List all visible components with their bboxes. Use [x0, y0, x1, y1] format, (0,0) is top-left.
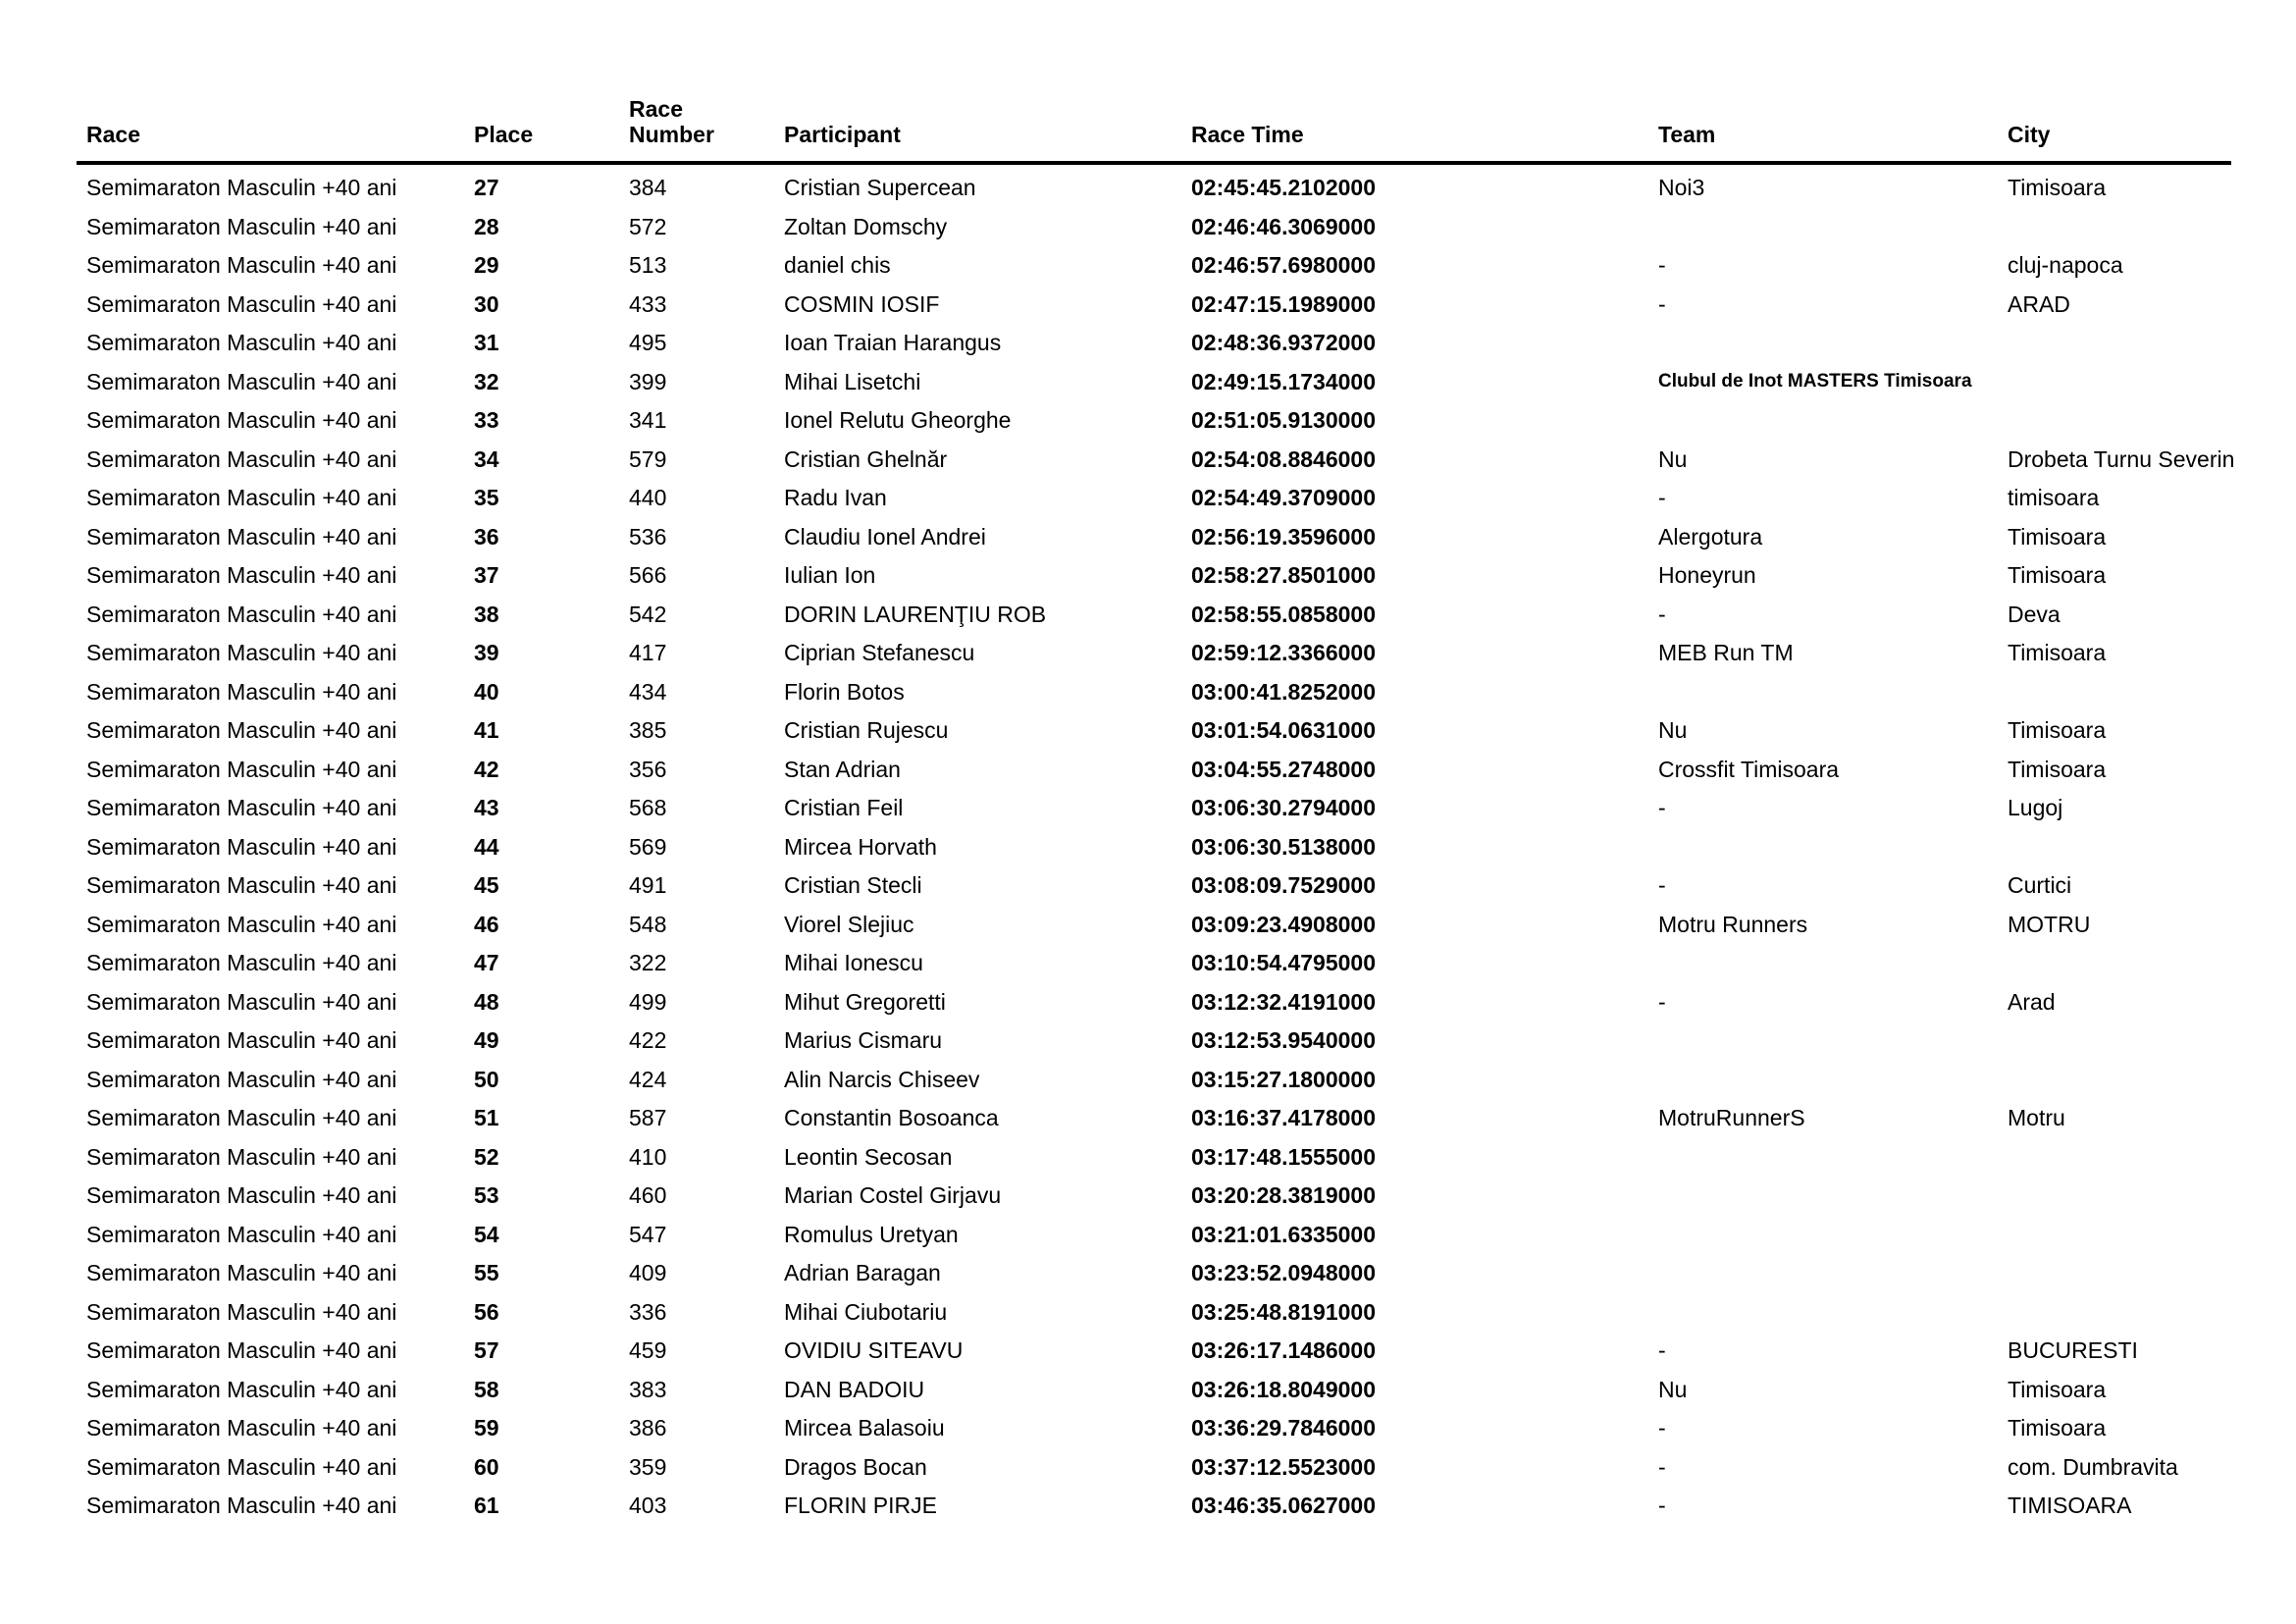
cell-city: TIMISOARA — [2008, 1493, 2132, 1519]
cell-team: Noi3 — [1658, 175, 1705, 201]
cell-race-time: 03:26:18.8049000 — [1191, 1376, 1376, 1402]
cell-team: Nu — [1658, 717, 1688, 744]
cell-city: Lugoj — [2008, 795, 2063, 821]
cell-team — [1648, 208, 1998, 247]
table-row — [77, 401, 2231, 441]
cell-team — [1648, 1177, 1998, 1216]
cell-place: 50 — [474, 1066, 499, 1092]
header-row — [77, 88, 2231, 163]
table-row — [77, 983, 2231, 1022]
table-row — [77, 1332, 2231, 1371]
cell-race: Semimaraton Masculin +40 ani — [86, 290, 397, 317]
cell-participant: Constantin Bosoanca — [784, 1105, 999, 1131]
cell-participant: Stan Adrian — [784, 756, 901, 782]
cell-city: BUCURESTI — [2008, 1337, 2138, 1364]
header-race-number: Race Number — [619, 88, 774, 163]
cell-race-time: 03:04:55.2748000 — [1191, 756, 1376, 782]
cell-participant: Ioan Traian Harangus — [784, 330, 1002, 356]
cell-race: Semimaraton Masculin +40 ani — [86, 368, 397, 394]
cell-race-number: 572 — [629, 213, 667, 239]
cell-city: Timisoara — [2008, 523, 2107, 550]
cell-team: - — [1658, 1453, 1666, 1480]
cell-place: 55 — [474, 1260, 499, 1286]
cell-race: Semimaraton Masculin +40 ani — [86, 1066, 397, 1092]
cell-place: 44 — [474, 833, 499, 860]
cell-race-time: 03:12:53.9540000 — [1191, 1027, 1376, 1054]
cell-race-number: 385 — [629, 717, 667, 744]
cell-race-time: 02:46:57.6980000 — [1191, 252, 1376, 279]
table-row — [77, 441, 2231, 480]
cell-participant: Mihai Ciubotariu — [784, 1298, 948, 1325]
cell-city — [1998, 1177, 2231, 1216]
table-row — [77, 479, 2231, 518]
cell-race: Semimaraton Masculin +40 ani — [86, 1221, 397, 1247]
cell-race: Semimaraton Masculin +40 ani — [86, 1376, 397, 1402]
cell-team — [1648, 1293, 1998, 1333]
cell-team: Motru Runners — [1658, 911, 1808, 937]
cell-city — [1998, 828, 2231, 867]
cell-team: - — [1658, 1493, 1666, 1519]
cell-city — [1998, 1061, 2231, 1100]
cell-place: 39 — [474, 640, 499, 666]
cell-team: MotruRunnerS — [1658, 1105, 1805, 1131]
cell-team: - — [1658, 601, 1666, 627]
cell-city: com. Dumbravita — [2008, 1453, 2178, 1480]
cell-team — [1648, 1216, 1998, 1255]
cell-team — [1648, 828, 1998, 867]
cell-race-number: 491 — [629, 872, 667, 899]
cell-race-time: 02:59:12.3366000 — [1191, 640, 1376, 666]
cell-place: 43 — [474, 795, 499, 821]
cell-participant: FLORIN PIRJE — [784, 1493, 937, 1519]
table-row — [77, 944, 2231, 983]
cell-race: Semimaraton Masculin +40 ani — [86, 1182, 397, 1209]
table-row — [77, 1487, 2231, 1526]
cell-race-time: 03:21:01.6335000 — [1191, 1221, 1376, 1247]
cell-race: Semimaraton Masculin +40 ani — [86, 523, 397, 550]
cell-place: 49 — [474, 1027, 499, 1054]
cell-race: Semimaraton Masculin +40 ani — [86, 175, 397, 201]
cell-place: 45 — [474, 872, 499, 899]
cell-city: ARAD — [2008, 290, 2070, 317]
cell-race: Semimaraton Masculin +40 ani — [86, 1493, 397, 1519]
table-row — [77, 866, 2231, 906]
cell-race-time: 03:37:12.5523000 — [1191, 1453, 1376, 1480]
table-row — [77, 163, 2231, 208]
cell-race-number: 356 — [629, 756, 667, 782]
cell-race: Semimaraton Masculin +40 ani — [86, 485, 397, 511]
results-table — [77, 88, 2235, 1526]
cell-participant: Alin Narcis Chiseev — [784, 1066, 980, 1092]
cell-city: Timisoara — [2008, 1376, 2107, 1402]
cell-participant: Florin Botos — [784, 678, 905, 705]
cell-place: 53 — [474, 1182, 499, 1209]
cell-participant: DORIN LAURENŢIU ROB — [784, 601, 1047, 627]
table-row — [77, 246, 2231, 286]
cell-race-number: 322 — [629, 950, 667, 976]
cell-race-number: 568 — [629, 795, 667, 821]
cell-race-time: 02:54:08.8846000 — [1191, 445, 1376, 472]
header-place: Place — [464, 88, 619, 163]
cell-participant: Romulus Uretyan — [784, 1221, 959, 1247]
cell-team: Alergotura — [1658, 523, 1763, 550]
cell-city: Timisoara — [2008, 1415, 2107, 1441]
cell-team — [1648, 324, 1998, 363]
cell-race: Semimaraton Masculin +40 ani — [86, 833, 397, 860]
table-header — [77, 88, 2231, 163]
cell-participant: Radu Ivan — [784, 485, 887, 511]
cell-place: 30 — [474, 290, 499, 317]
cell-race-number: 499 — [629, 988, 667, 1015]
cell-race-number: 383 — [629, 1376, 667, 1402]
cell-participant: Dragos Bocan — [784, 1453, 927, 1480]
cell-team: Honeyrun — [1658, 562, 1756, 589]
cell-race: Semimaraton Masculin +40 ani — [86, 756, 397, 782]
cell-city — [1998, 1022, 2231, 1061]
cell-race-number: 459 — [629, 1337, 667, 1364]
cell-city — [1998, 673, 2231, 712]
cell-place: 38 — [474, 601, 499, 627]
cell-team — [1648, 1138, 1998, 1178]
cell-team — [1648, 944, 1998, 983]
cell-participant: Marian Costel Girjavu — [784, 1182, 1002, 1209]
cell-race-number: 587 — [629, 1105, 667, 1131]
cell-race-number: 341 — [629, 407, 667, 434]
table-row — [77, 1061, 2231, 1100]
cell-team — [1648, 673, 1998, 712]
table-row — [77, 1099, 2231, 1138]
cell-city — [1998, 944, 2231, 983]
header-city: City — [1998, 88, 2231, 163]
cell-participant: Claudiu Ionel Andrei — [784, 523, 986, 550]
cell-race-time: 03:09:23.4908000 — [1191, 911, 1376, 937]
cell-participant: daniel chis — [784, 252, 891, 279]
cell-race-number: 547 — [629, 1221, 667, 1247]
cell-race: Semimaraton Masculin +40 ani — [86, 950, 397, 976]
cell-city — [1998, 363, 2231, 402]
cell-race-number: 433 — [629, 290, 667, 317]
cell-participant: Cristian Rujescu — [784, 717, 949, 744]
cell-race: Semimaraton Masculin +40 ani — [86, 1453, 397, 1480]
cell-participant: Zoltan Domschy — [784, 213, 948, 239]
cell-city: MOTRU — [2008, 911, 2091, 937]
cell-place: 37 — [474, 562, 499, 589]
cell-race: Semimaraton Masculin +40 ani — [86, 911, 397, 937]
header-participant: Participant — [774, 88, 1181, 163]
table-row — [77, 556, 2231, 596]
table-row — [77, 1409, 2231, 1448]
cell-race-time: 02:51:05.9130000 — [1191, 407, 1376, 434]
header-team: Team — [1648, 88, 1998, 163]
cell-race-time: 02:54:49.3709000 — [1191, 485, 1376, 511]
cell-race: Semimaraton Masculin +40 ani — [86, 1143, 397, 1170]
cell-race: Semimaraton Masculin +40 ani — [86, 330, 397, 356]
cell-place: 31 — [474, 330, 499, 356]
cell-place: 32 — [474, 368, 499, 394]
cell-race: Semimaraton Masculin +40 ani — [86, 445, 397, 472]
cell-race-number: 460 — [629, 1182, 667, 1209]
cell-race: Semimaraton Masculin +40 ani — [86, 213, 397, 239]
cell-race: Semimaraton Masculin +40 ani — [86, 252, 397, 279]
cell-race-number: 513 — [629, 252, 667, 279]
cell-race-number: 410 — [629, 1143, 667, 1170]
cell-place: 46 — [474, 911, 499, 937]
cell-city: Motru — [2008, 1105, 2065, 1131]
table-row — [77, 828, 2231, 867]
cell-race-number: 403 — [629, 1493, 667, 1519]
cell-team: Nu — [1658, 1376, 1688, 1402]
cell-race: Semimaraton Masculin +40 ani — [86, 601, 397, 627]
table-row — [77, 596, 2231, 635]
table-body — [77, 163, 2235, 1526]
cell-race-number: 542 — [629, 601, 667, 627]
header-race: Race — [77, 88, 464, 163]
cell-race-number: 434 — [629, 678, 667, 705]
table-row — [77, 1216, 2231, 1255]
table-row — [77, 518, 2231, 557]
table-row — [77, 1022, 2231, 1061]
cell-city: Arad — [2008, 988, 2056, 1015]
cell-race-time: 03:00:41.8252000 — [1191, 678, 1376, 705]
cell-participant: Leontin Secosan — [784, 1143, 953, 1170]
cell-race-number: 359 — [629, 1453, 667, 1480]
cell-race-number: 336 — [629, 1298, 667, 1325]
cell-race-number: 417 — [629, 640, 667, 666]
cell-team: - — [1658, 290, 1666, 317]
cell-race: Semimaraton Masculin +40 ani — [86, 717, 397, 744]
cell-race-number: 386 — [629, 1415, 667, 1441]
cell-race: Semimaraton Masculin +40 ani — [86, 1298, 397, 1325]
cell-team — [1648, 1022, 1998, 1061]
table-row — [77, 634, 2231, 673]
cell-city: Timisoara — [2008, 717, 2107, 744]
cell-participant: Mihai Lisetchi — [784, 368, 921, 394]
cell-participant: Cristian Stecli — [784, 872, 922, 899]
cell-race-time: 02:49:15.1734000 — [1191, 368, 1376, 394]
table-row — [77, 1177, 2231, 1216]
table-row — [77, 1138, 2231, 1178]
cell-city — [1998, 1254, 2231, 1293]
cell-participant: Ciprian Stefanescu — [784, 640, 975, 666]
table-row — [77, 1293, 2231, 1333]
cell-place: 56 — [474, 1298, 499, 1325]
cell-race: Semimaraton Masculin +40 ani — [86, 562, 397, 589]
cell-team: - — [1658, 872, 1666, 899]
cell-place: 61 — [474, 1493, 499, 1519]
cell-place: 51 — [474, 1105, 499, 1131]
cell-race-time: 02:48:36.9372000 — [1191, 330, 1376, 356]
cell-race: Semimaraton Masculin +40 ani — [86, 872, 397, 899]
table-row — [77, 1371, 2231, 1410]
cell-place: 36 — [474, 523, 499, 550]
cell-race-number: 384 — [629, 175, 667, 201]
cell-place: 27 — [474, 175, 499, 201]
cell-team: - — [1658, 988, 1666, 1015]
cell-race-time: 02:45:45.2102000 — [1191, 175, 1376, 201]
cell-race-number: 440 — [629, 485, 667, 511]
cell-participant: Marius Cismaru — [784, 1027, 943, 1054]
cell-team: Nu — [1658, 445, 1688, 472]
cell-team: - — [1658, 795, 1666, 821]
cell-city — [1998, 208, 2231, 247]
cell-city — [1998, 1138, 2231, 1178]
table-row — [77, 324, 2231, 363]
cell-city — [1998, 1293, 2231, 1333]
cell-race-time: 02:58:27.8501000 — [1191, 562, 1376, 589]
cell-place: 42 — [474, 756, 499, 782]
cell-participant: Mihai Ionescu — [784, 950, 923, 976]
cell-team: Clubul de Inot MASTERS Timisoara — [1658, 371, 1972, 393]
cell-place: 29 — [474, 252, 499, 279]
cell-race-number: 536 — [629, 523, 667, 550]
cell-place: 58 — [474, 1376, 499, 1402]
cell-city: cluj-napoca — [2008, 252, 2123, 279]
cell-place: 28 — [474, 213, 499, 239]
cell-race: Semimaraton Masculin +40 ani — [86, 678, 397, 705]
cell-city: timisoara — [2008, 485, 2100, 511]
header-race-time: Race Time — [1181, 88, 1648, 163]
cell-place: 52 — [474, 1143, 499, 1170]
cell-team: - — [1658, 1415, 1666, 1441]
cell-place: 33 — [474, 407, 499, 434]
cell-team — [1648, 1061, 1998, 1100]
cell-participant: Mihut Gregoretti — [784, 988, 946, 1015]
cell-race-time: 03:36:29.7846000 — [1191, 1415, 1376, 1441]
cell-city: Drobeta Turnu Severin — [2008, 445, 2235, 472]
cell-race-time: 03:26:17.1486000 — [1191, 1337, 1376, 1364]
table-row — [77, 286, 2231, 325]
cell-city — [1998, 401, 2231, 441]
cell-race: Semimaraton Masculin +40 ani — [86, 1415, 397, 1441]
table-row — [77, 363, 2231, 402]
cell-race-time: 02:58:55.0858000 — [1191, 601, 1376, 627]
cell-place: 41 — [474, 717, 499, 744]
cell-race-time: 02:46:46.3069000 — [1191, 213, 1376, 239]
cell-participant: OVIDIU SITEAVU — [784, 1337, 964, 1364]
cell-city: Curtici — [2008, 872, 2072, 899]
cell-place: 47 — [474, 950, 499, 976]
cell-participant: Adrian Baragan — [784, 1260, 941, 1286]
cell-city: Timisoara — [2008, 562, 2107, 589]
cell-city: Timisoara — [2008, 756, 2107, 782]
table-row — [77, 906, 2231, 945]
cell-place: 40 — [474, 678, 499, 705]
cell-participant: Cristian Supercean — [784, 175, 976, 201]
cell-team — [1648, 401, 1998, 441]
cell-race: Semimaraton Masculin +40 ani — [86, 1105, 397, 1131]
table-row — [77, 711, 2231, 751]
cell-race-number: 399 — [629, 368, 667, 394]
cell-race-time: 03:10:54.4795000 — [1191, 950, 1376, 976]
table-row — [77, 751, 2231, 790]
cell-race-number: 566 — [629, 562, 667, 589]
table-row — [77, 1254, 2231, 1293]
cell-participant: Viorel Slejiuc — [784, 911, 914, 937]
table-row — [77, 208, 2231, 247]
cell-race: Semimaraton Masculin +40 ani — [86, 407, 397, 434]
cell-place: 34 — [474, 445, 499, 472]
cell-race-time: 03:01:54.0631000 — [1191, 717, 1376, 744]
cell-race-time: 03:08:09.7529000 — [1191, 872, 1376, 899]
cell-race-time: 03:20:28.3819000 — [1191, 1182, 1376, 1209]
cell-race: Semimaraton Masculin +40 ani — [86, 988, 397, 1015]
cell-participant: Iulian Ion — [784, 562, 876, 589]
cell-race-time: 03:06:30.2794000 — [1191, 795, 1376, 821]
cell-participant: Cristian Ghelnăr — [784, 445, 948, 472]
cell-place: 57 — [474, 1337, 499, 1364]
cell-race-number: 422 — [629, 1027, 667, 1054]
cell-team: Crossfit Timisoara — [1658, 756, 1840, 782]
cell-place: 59 — [474, 1415, 499, 1441]
cell-race-time: 03:46:35.0627000 — [1191, 1493, 1376, 1519]
cell-race: Semimaraton Masculin +40 ani — [86, 1027, 397, 1054]
cell-race-time: 02:56:19.3596000 — [1191, 523, 1376, 550]
cell-race-time: 03:06:30.5138000 — [1191, 833, 1376, 860]
cell-race: Semimaraton Masculin +40 ani — [86, 795, 397, 821]
cell-city: Timisoara — [2008, 640, 2107, 666]
cell-team: - — [1658, 485, 1666, 511]
cell-race-time: 03:12:32.4191000 — [1191, 988, 1376, 1015]
cell-city: Timisoara — [2008, 175, 2107, 201]
cell-race-number: 409 — [629, 1260, 667, 1286]
cell-place: 48 — [474, 988, 499, 1015]
cell-city — [1998, 324, 2231, 363]
cell-race-time: 02:47:15.1989000 — [1191, 290, 1376, 317]
cell-race-number: 548 — [629, 911, 667, 937]
cell-race-time: 03:23:52.0948000 — [1191, 1260, 1376, 1286]
cell-city — [1998, 1216, 2231, 1255]
cell-race-number: 424 — [629, 1066, 667, 1092]
cell-city: Deva — [2008, 601, 2061, 627]
cell-place: 35 — [474, 485, 499, 511]
cell-participant: Mircea Balasoiu — [784, 1415, 945, 1441]
cell-participant: COSMIN IOSIF — [784, 290, 940, 317]
cell-race: Semimaraton Masculin +40 ani — [86, 1260, 397, 1286]
cell-race-number: 495 — [629, 330, 667, 356]
cell-race-time: 03:16:37.4178000 — [1191, 1105, 1376, 1131]
cell-race-time: 03:17:48.1555000 — [1191, 1143, 1376, 1170]
cell-race-time: 03:15:27.1800000 — [1191, 1066, 1376, 1092]
cell-participant: Ionel Relutu Gheorghe — [784, 407, 1012, 434]
cell-participant: DAN BADOIU — [784, 1376, 925, 1402]
cell-race: Semimaraton Masculin +40 ani — [86, 1337, 397, 1364]
cell-race: Semimaraton Masculin +40 ani — [86, 640, 397, 666]
cell-participant: Cristian Feil — [784, 795, 904, 821]
cell-race-number: 569 — [629, 833, 667, 860]
cell-race-number: 579 — [629, 445, 667, 472]
cell-participant: Mircea Horvath — [784, 833, 937, 860]
cell-place: 54 — [474, 1221, 499, 1247]
cell-team: - — [1658, 1337, 1666, 1364]
cell-race-time: 03:25:48.8191000 — [1191, 1298, 1376, 1325]
table-row — [77, 1448, 2231, 1488]
cell-place: 60 — [474, 1453, 499, 1480]
cell-team: - — [1658, 252, 1666, 279]
table-row — [77, 789, 2231, 828]
table-row — [77, 673, 2231, 712]
cell-team — [1648, 1254, 1998, 1293]
cell-team: MEB Run TM — [1658, 640, 1794, 666]
